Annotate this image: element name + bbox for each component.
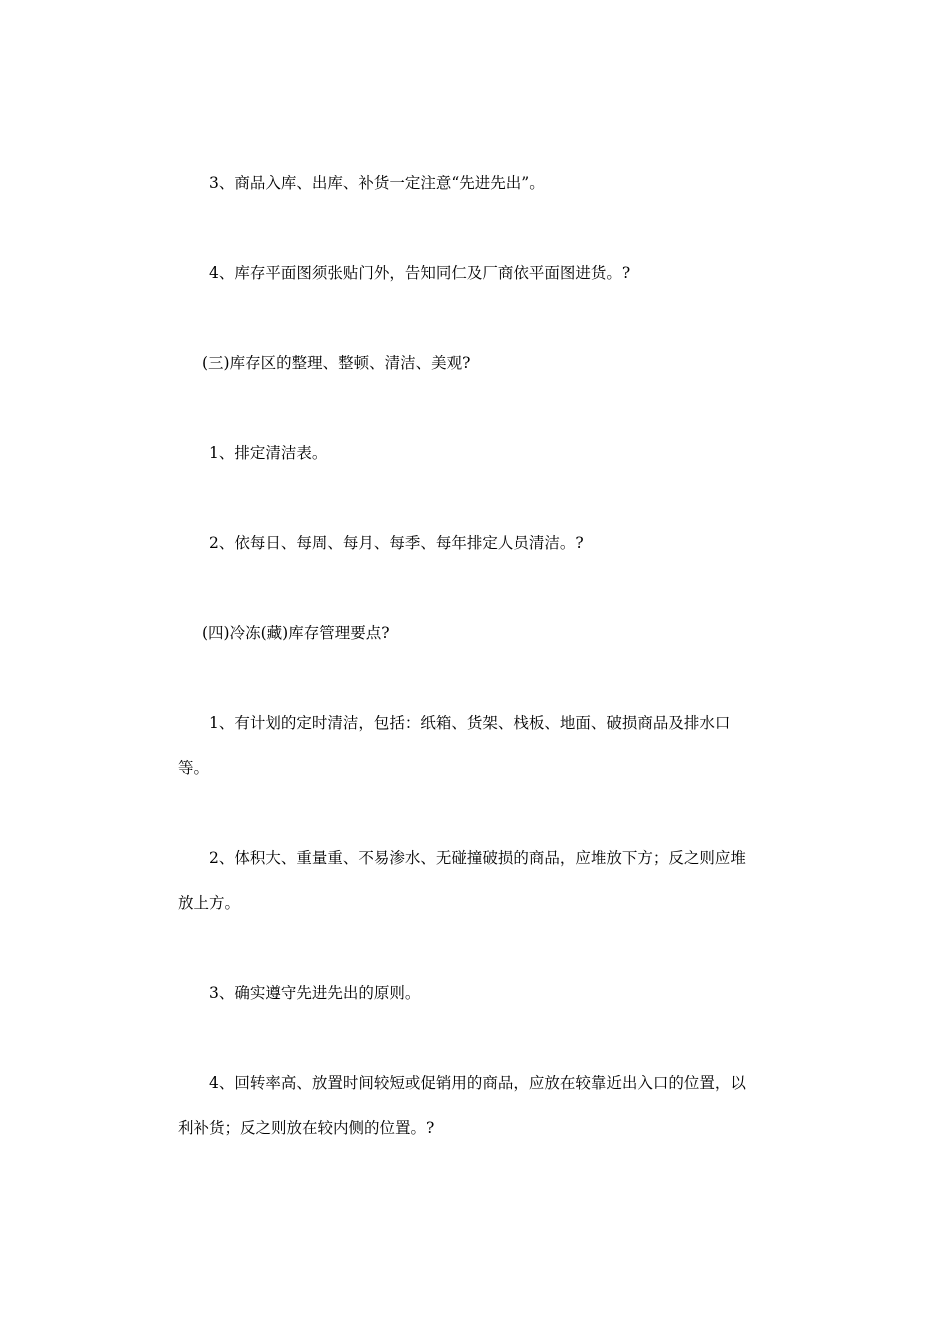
paragraph-floor-plan: 4、库存平面图须张贴门外，告知同仁及厂商依平面图进货。? (209, 264, 631, 282)
paragraph-scheduled-cleaning: 1、有计划的定时清洁，包括：纸箱、货架、栈板、地面、破损商品及排水口等。 (178, 714, 731, 777)
paragraph-fifo-rule: 3、商品入库、出库、补货一定注意“先进先出”。 (209, 174, 545, 192)
section-heading-storage-area: (三)库存区的整理、整顿、清洁、美观? (202, 354, 471, 372)
section-heading-cold-storage: (四)冷冻(藏)库存管理要点? (202, 624, 390, 642)
paragraph-cleaning-schedule: 1、排定清洁表。 (209, 444, 328, 462)
paragraph-periodic-cleaning: 2、依每日、每周、每月、每季、每年排定人员清洁。? (209, 534, 584, 552)
paragraph-stacking-rule: 2、体积大、重量重、不易渗水、无碰撞破损的商品，应堆放下方；反之则应堆放上方。 (178, 849, 746, 912)
paragraph-fifo-principle: 3、确实遵守先进先出的原则。 (209, 984, 421, 1002)
paragraph-placement-rule: 4、回转率高、放置时间较短或促销用的商品，应放在较靠近出入口的位置，以利补货；反之则放在较内侧的位置。? (178, 1074, 746, 1137)
